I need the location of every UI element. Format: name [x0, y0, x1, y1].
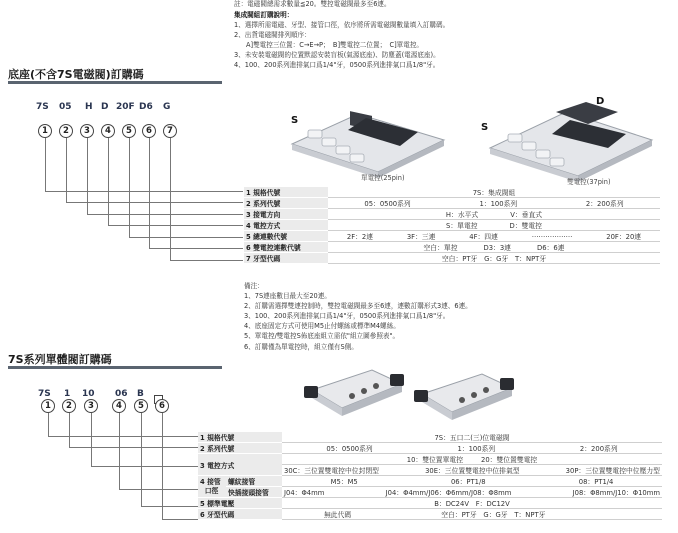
s2-circle-4: 4	[112, 399, 126, 413]
s2-code-5: B	[137, 389, 144, 399]
s2-circle-5: 5	[134, 399, 148, 413]
top-notes-heading: 集成閥組訂購說明：	[234, 11, 294, 19]
s1-notes-heading: 備注：	[244, 282, 264, 290]
row-label: 1 規格代號	[244, 187, 328, 198]
top-note-line0: 註：電磁閥總需求數量≦20。雙控電磁閥最多至6連。	[234, 0, 391, 8]
cell-value: 空白：PT牙 G：G牙 T：NPT牙	[441, 511, 546, 519]
s1-note-5: 5、單電控/雙電控S佈底座組立需依"組立圖參照表"。	[244, 332, 400, 340]
cell-value: 1：100系列	[457, 445, 496, 453]
table-row	[244, 209, 660, 220]
cell-value: 2：200系列	[579, 445, 618, 453]
cell-value: 1：100系列	[479, 200, 518, 208]
cell-value: 空白：PT牙 G：G牙 T：NPT牙	[441, 255, 547, 263]
cell-value: ………………	[531, 231, 573, 239]
single-valve-image-2	[412, 364, 522, 428]
s1-circle-6: 6	[142, 124, 156, 138]
cell-value: M5：M5	[330, 478, 358, 486]
top-note-1: 1、選擇所需電磁、牙型、接管口徑，依序將所需電磁閥數量填入訂購碼。	[234, 21, 450, 29]
cell-value: J04：Φ4mm/J06：Φ6mm/J08：Φ8mm	[385, 489, 512, 497]
photo-right-caption: 雙電控(37pin)	[567, 178, 611, 186]
row-label: 2 系列代號	[244, 198, 328, 209]
s1-code-6: D6	[139, 102, 153, 112]
table-row	[198, 432, 662, 443]
s1-note-3: 3、100、200系列進排氣口爲1/4"牙，0500系列進排氣口爲1/8"牙。	[244, 312, 450, 320]
cell-value: 10：雙位置單電控	[406, 456, 463, 464]
s1-circle-2: 2	[59, 124, 73, 138]
cell-value: D：雙電控	[509, 222, 542, 230]
s2-circle-3: 3	[84, 399, 98, 413]
photo-right-letter-s: S	[481, 122, 489, 133]
table-row	[244, 220, 660, 231]
photo-right-letter-d: D	[596, 96, 605, 107]
row-label: 2 系列代號	[198, 443, 282, 454]
s1-code-7: G	[163, 102, 171, 112]
cell-value: 7S：五口二(三)位電磁閥	[434, 434, 510, 442]
table-row	[244, 198, 660, 209]
top-note-2a: A]雙電控三位置：C→E→P； B]雙電控二位置； C]單電控。	[246, 41, 424, 49]
s1-circle-5: 5	[122, 124, 136, 138]
manifold-double-control-image	[486, 90, 656, 182]
s1-note-6: 6、訂購僅為單電控時，組立僅有S側。	[244, 343, 358, 351]
cell-value: 30P：三位置雙電控中位壓力型	[565, 467, 660, 475]
s1-code-4: D	[101, 102, 109, 112]
cell-value: 20F：20連	[606, 233, 642, 241]
table-row	[198, 498, 662, 509]
top-note-2: 2、出貨電磁閥排列順序：	[234, 31, 311, 39]
photo-left-caption: 單電控(25pin)	[361, 174, 405, 182]
row-label: 6 牙型代碼	[198, 509, 282, 520]
table-row	[198, 454, 662, 465]
row-label: 3 電控方式	[198, 454, 282, 476]
section2-title: 7S系列單體閥訂購碼	[8, 353, 112, 366]
s2-connector-6	[162, 413, 198, 520]
top-note-3: 3、未安裝電磁閥的位置默認安裝盲板(氣源底座)、防塵蓋(電源底座)。	[234, 51, 440, 59]
s1-code-3: H	[85, 102, 93, 112]
base-order-code-table	[244, 187, 660, 264]
cell-value: D3：3連	[483, 244, 511, 252]
s2-code-2: 1	[64, 389, 71, 399]
row-label: 1 規格代號	[198, 432, 282, 443]
top-note-4: 4、100、200系列進排氣口爲1/4"牙，0500系列進排氣口爲1/8"牙。	[234, 61, 440, 69]
table-row	[198, 443, 662, 454]
row-label: 6 雙電控連數代號	[244, 242, 328, 253]
cell-value: 05：0500系列	[364, 200, 411, 208]
row-label: 3 接電方向	[244, 209, 328, 220]
s1-note-1: 1、7S連座數目最大至20連。	[244, 292, 331, 300]
table-row	[198, 476, 662, 487]
s1-circle-1: 1	[38, 124, 52, 138]
valve-order-code-table	[198, 432, 662, 520]
cell-value: J08：Φ8mm/J10：Φ10mm	[572, 489, 660, 497]
table-row	[198, 509, 662, 520]
cell-value: B：DC24V F：DC12V	[434, 500, 510, 508]
cell-value: V：垂直式	[510, 211, 543, 219]
s1-code-1: 7S	[36, 102, 49, 112]
row-label: 5 標準電壓	[198, 498, 282, 509]
s2-code-4: 06	[115, 389, 128, 399]
cell-value: D6：6連	[536, 244, 565, 252]
section2-rule	[8, 366, 222, 369]
cell-value: 空白：單控	[423, 244, 458, 252]
cell-value: 4F：四連	[469, 233, 498, 241]
cell-value: 無此代碼	[324, 511, 352, 519]
manifold-single-control-image	[288, 88, 448, 178]
row-label: 4 接管 口徑	[198, 476, 226, 498]
table-row	[198, 487, 662, 498]
single-valve-image-1	[302, 360, 412, 424]
cell-value: 20：雙位置雙電控	[481, 456, 538, 464]
row-sublabel: 快插接頭接管	[226, 487, 282, 498]
s2-circle-1: 1	[41, 399, 55, 413]
cell-value: 08：PT1/4	[578, 478, 614, 486]
s2-circle-2: 2	[62, 399, 76, 413]
row-label: 5 總連數代號	[244, 231, 328, 242]
table-row	[244, 242, 660, 253]
cell-value: J04：Φ4mm	[284, 489, 325, 497]
row-label: 7 牙型代碼	[244, 253, 328, 264]
s1-circle-7: 7	[163, 124, 177, 138]
row-label: 4 電控方式	[244, 220, 328, 231]
s1-note-2: 2、訂購需選擇雙連控制時，雙控電磁閥最多至6連，連數訂購形式3連、6連。	[244, 302, 472, 310]
s2-circle-6: 6	[155, 399, 169, 413]
section1-rule	[8, 81, 222, 84]
cell-value: 06：PT1/8	[450, 478, 486, 486]
s1-connector-7	[170, 138, 243, 261]
table-row	[244, 187, 660, 198]
section1-title: 底座(不含7S電磁閥)訂購碼	[8, 68, 144, 81]
s1-circle-4: 4	[101, 124, 115, 138]
photo-left-letter-s: S	[291, 115, 299, 126]
cell-value: 7S：集成閥組	[472, 189, 516, 197]
s1-circle-3: 3	[80, 124, 94, 138]
table-row	[244, 231, 660, 242]
s1-code-2: 05	[59, 102, 72, 112]
cell-value: 30C：三位置雙電控中位封閉型	[284, 467, 379, 475]
cell-value: S：單電控	[446, 222, 478, 230]
s1-code-5: 20F	[116, 102, 135, 112]
cell-value: 2：200系列	[585, 200, 624, 208]
cell-value: H：水平式	[445, 211, 479, 219]
s1-note-4: 4、底座固定方式可使用M5止付螺絲或標準M4螺絲。	[244, 322, 400, 330]
table-row	[244, 253, 660, 264]
cell-value: 30E：三位置雙電控中位排氣型	[425, 467, 520, 475]
cell-value: 05：0500系列	[326, 445, 373, 453]
row-sublabel: 螺紋接管	[226, 476, 282, 487]
cell-value: 2F：2連	[346, 233, 374, 241]
cell-value: 3F：三連	[406, 233, 436, 241]
s2-code-3: 10	[82, 389, 95, 399]
s2-code-1: 7S	[38, 389, 51, 399]
